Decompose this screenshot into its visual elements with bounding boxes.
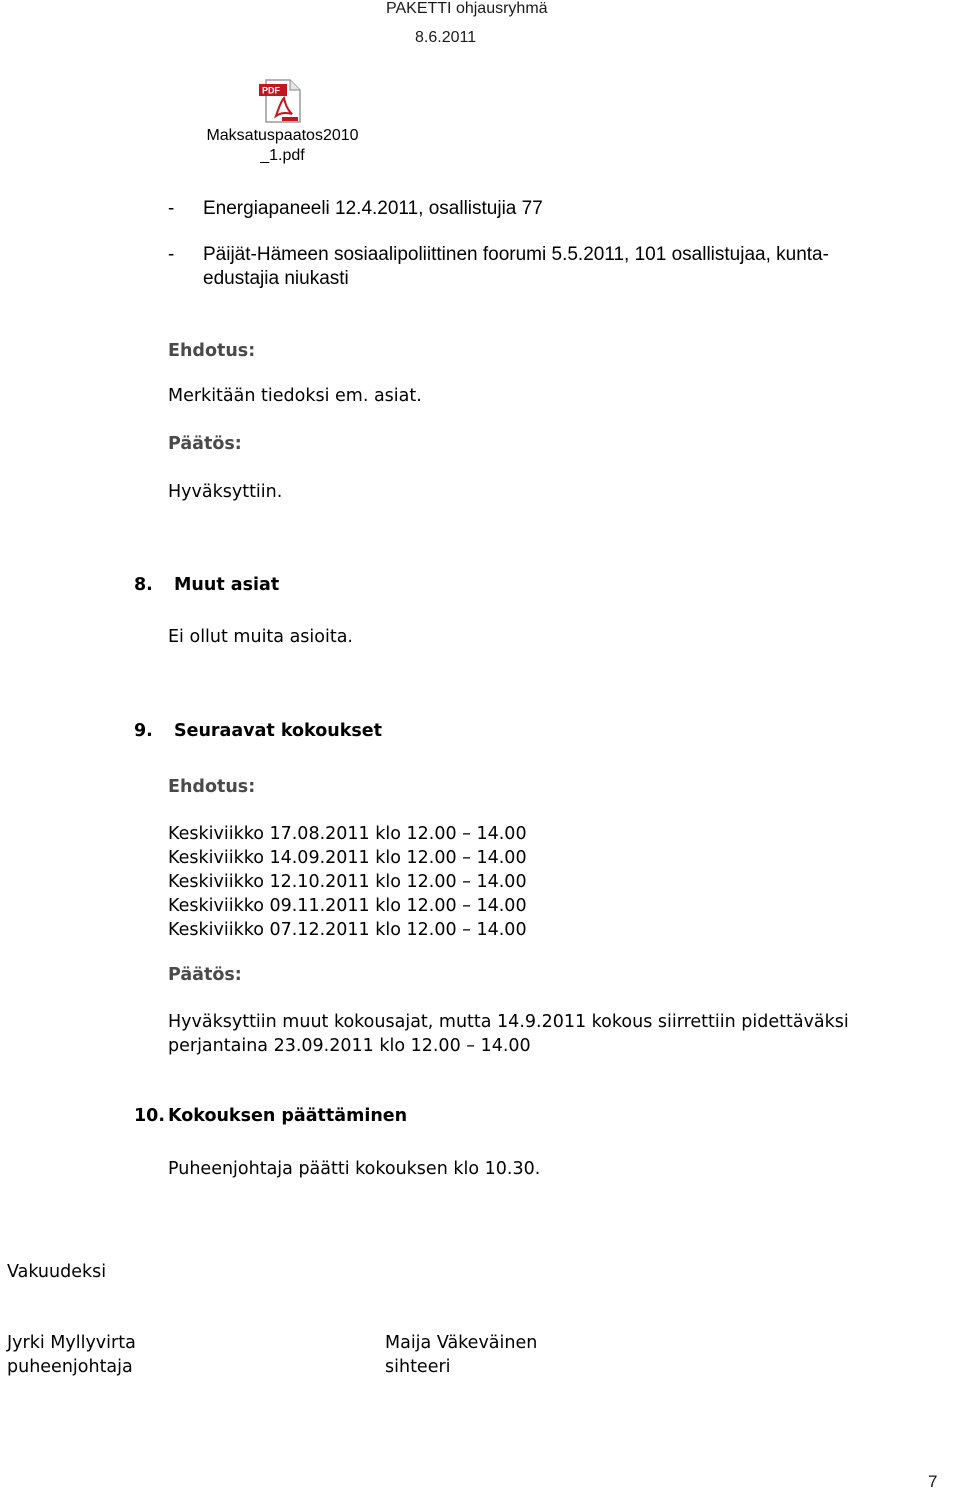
event-text: Energiapaneeli 12.4.2011, osallistujia 77 [203, 198, 543, 219]
decision-label: Päätös: [168, 965, 242, 985]
signatures-heading: Vakuudeksi [7, 1262, 107, 1282]
meeting-item: Keskiviikko 09.11.2011 klo 12.00 – 14.00 [168, 896, 527, 916]
proposal-label: Ehdotus: [168, 777, 256, 797]
proposal-text: Merkitään tiedoksi em. asiat. [168, 386, 422, 406]
signature-right [385, 1331, 537, 1379]
signer-name: Maija Väkeväinen [385, 1333, 538, 1353]
meeting-item: Keskiviikko 17.08.2011 klo 12.00 – 14.00 [168, 824, 527, 844]
event-item [168, 243, 829, 291]
decision-label: Päätös: [168, 434, 242, 454]
section-number: 10. [134, 1106, 166, 1126]
signer-role: sihteeri [385, 1357, 451, 1377]
decision-text-line1: Hyväksyttiin muut kokousajat, mutta 14.9.2011 kokous siirrettiin pidettäväksi [168, 1012, 849, 1032]
section-heading-10 [134, 1104, 407, 1128]
attachment-filename-line1: Maksatuspaatos2010 [206, 127, 359, 144]
section-title: Muut asiat [174, 575, 280, 595]
section-heading-8 [134, 573, 279, 597]
section-title: Seuraavat kokoukset [174, 721, 382, 741]
header-date: 8.6.2011 [415, 29, 477, 46]
pdf-file-icon [258, 76, 306, 126]
event-item [168, 197, 543, 221]
meeting-schedule [168, 822, 527, 942]
header-title: PAKETTI ohjausryhmä [386, 0, 548, 17]
decision-text: Hyväksyttiin. [168, 482, 283, 502]
meeting-item: Keskiviikko 14.09.2011 klo 12.00 – 14.00 [168, 848, 527, 868]
event-text-line2: edustajia niukasti [203, 268, 349, 289]
pdf-attachment[interactable] [200, 76, 365, 166]
section-8-text: Ei ollut muita asioita. [168, 627, 353, 647]
section-title: Kokouksen päättäminen [168, 1106, 408, 1126]
decision-text-line2: perjantaina 23.09.2011 klo 12.00 – 14.00 [168, 1036, 531, 1056]
proposal-label: Ehdotus: [168, 341, 256, 361]
attachment-filename-line2: _1.pdf [260, 147, 305, 164]
decision-text [168, 1010, 849, 1058]
signer-name: Jyrki Myllyvirta [7, 1333, 136, 1353]
meeting-item: Keskiviikko 07.12.2011 klo 12.00 – 14.00 [168, 920, 527, 940]
event-text-line1: Päijät-Hämeen sosiaalipoliittinen foorumi 5.5.2011, 101 osallistujaa, kunta- [203, 244, 829, 265]
page-number: 7 [928, 1472, 938, 1491]
section-number: 8. [134, 575, 153, 595]
section-heading-9 [134, 719, 382, 743]
meeting-item: Keskiviikko 12.10.2011 klo 12.00 – 14.00 [168, 872, 527, 892]
list-dash: - [168, 198, 175, 219]
signature-left [7, 1331, 136, 1379]
signer-role: puheenjohtaja [7, 1357, 133, 1377]
section-10-text: Puheenjohtaja päätti kokouksen klo 10.30. [168, 1159, 541, 1179]
section-number: 9. [134, 721, 153, 741]
svg-text:PDF: PDF [262, 85, 280, 96]
attachment-filename[interactable] [200, 126, 365, 166]
list-dash: - [168, 244, 175, 265]
